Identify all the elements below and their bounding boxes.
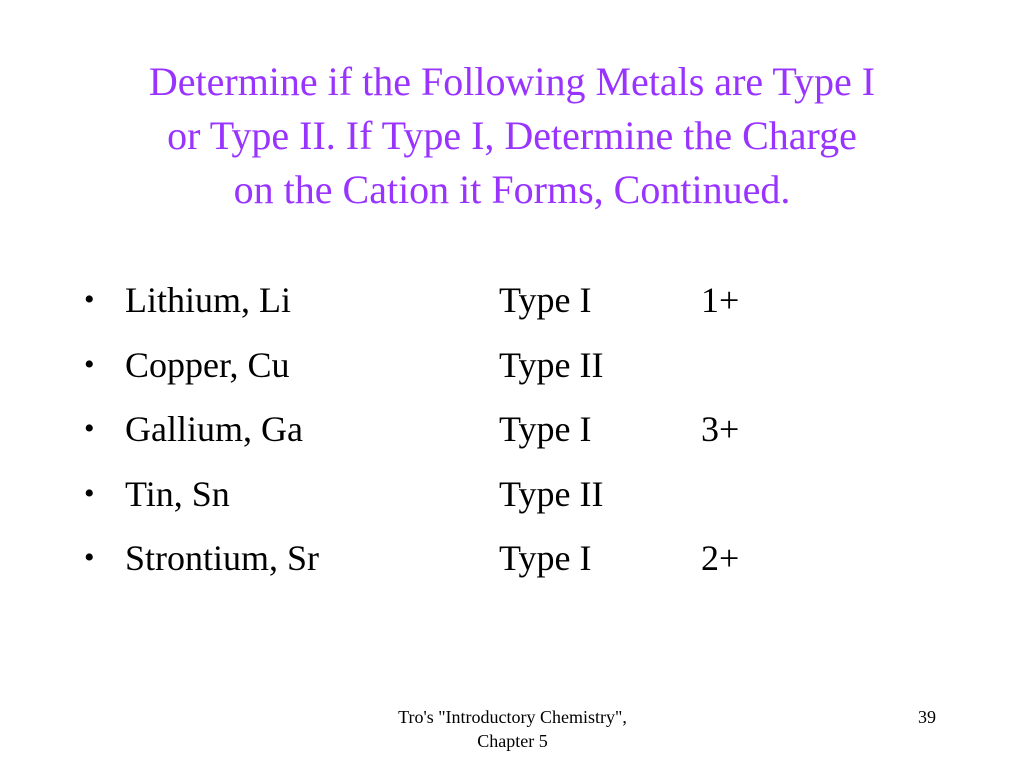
bullet-icon: •	[84, 283, 95, 316]
slide-title	[62, 55, 962, 217]
metal-list-item	[84, 333, 944, 398]
metal-list	[84, 268, 944, 591]
slide-footer	[360, 705, 665, 753]
metal-name: Tin, Sn	[125, 473, 230, 514]
metal-list-item	[84, 526, 944, 591]
metal-type: Type I	[499, 538, 592, 578]
slide-title-line: on the Cation it Forms, Continued.	[233, 167, 791, 212]
metal-list-item	[84, 397, 944, 462]
metal-name: Gallium, Ga	[125, 409, 303, 449]
metal-list-item	[84, 462, 944, 527]
metal-charge: 3+	[701, 409, 740, 449]
metal-name: Copper, Cu	[125, 344, 290, 385]
metal-name: Strontium, Sr	[125, 538, 320, 578]
slide-number: 39	[918, 707, 936, 727]
metal-list-item	[84, 268, 944, 333]
metal-type: Type I	[499, 280, 592, 320]
metal-type: Type I	[499, 409, 592, 449]
slide-title-line: Determine if the Following Metals are Type I	[148, 59, 876, 104]
bullet-icon: •	[84, 541, 95, 574]
footer-line: Tro's "Introductory Chemistry",	[398, 707, 627, 727]
metal-charge: 1+	[701, 280, 740, 320]
metal-name: Lithium, Li	[125, 280, 291, 320]
metal-type: Type II	[499, 344, 604, 385]
slide-title-line: or Type II. If Type I, Determine the Charge	[167, 113, 857, 158]
footer-line: Chapter 5	[477, 731, 548, 751]
bullet-icon: •	[84, 412, 95, 445]
bullet-icon: •	[84, 347, 95, 381]
bullet-icon: •	[84, 476, 95, 510]
metal-type: Type II	[499, 473, 604, 514]
metal-charge: 2+	[701, 538, 740, 578]
